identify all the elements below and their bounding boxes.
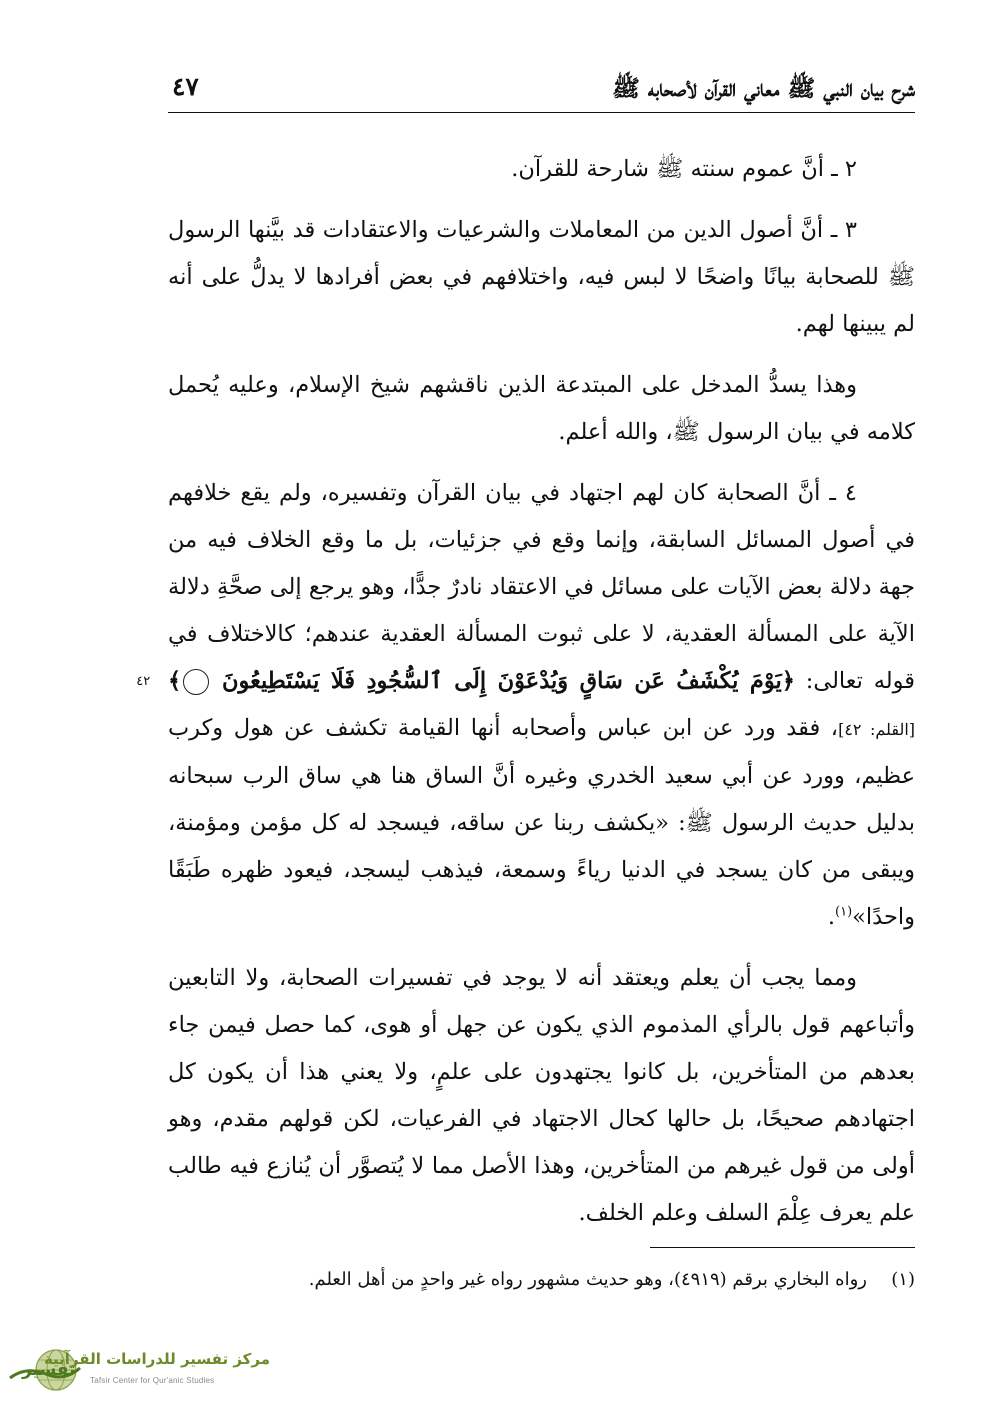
paragraph-innovators-note: وهذا يسدُّ المدخل على المبتدعة الذين ناقشهم شيخ الإسلام، وعليه يُحمل كلامه في بيان الرسول ﷺ، والله أعلم. [168,372,915,445]
logo-mark-text: تفسير [22,1360,76,1380]
quran-reference: [القلم: ٤٢] [838,720,916,739]
header-title: شرح بيان النبي ﷺ معاني القرآن لأصحابه ﷺ [612,75,915,102]
paragraph-point-4-intro: ٤ ـ أنَّ الصحابة كان لهم اجتهاد في بيان القرآن وتفسيره، ولم يقع خلافهم في أصول المسائل السابقة، وإنما وقع في جزئيات، بل ما وقع الخلاف فيه من جهة دلالة بعض الآيات على مسائل في الاعتقاد نادرٌ جدًّا، وهو يرجع إلى صحَّةِ دلالة الآية على المسألة العقدية، لا على ثبوت المسألة العقدية عندهم؛ كالاختلاف في قوله تعالى: [168,480,916,694]
quran-close-bracket: ﴾ [168,668,182,694]
page-number: ٤٧ [172,72,199,101]
footnote-separator [650,1247,915,1248]
footnote [168,1266,915,1294]
quran-verse: ﴿يَوْمَ يُكْشَفُ عَن سَاقٍ وَيُدْعَوْنَ إِلَى ٱلسُّجُودِ فَلَا يَسْتَطِيعُونَ [222,668,795,694]
tafsir-center-logo [6,1346,274,1396]
paragraph-point-4-end: . [827,904,835,930]
footnote-marker: (١) [891,1269,915,1290]
paragraph-point-3: ٣ ـ أنَّ أصول الدين من المعاملات والشرعيات والاعتقادات قد بيَّنها الرسول ﷺ للصحابة بيانًا واضحًا لا لبس فيه، واختلافهم في بعض أفرادها لا يدلُّ على أنه لم يبينها لهم. [168,217,915,337]
logo-arabic-name: مركز تفسير للدراسات القرآنية [43,1350,270,1368]
paragraph-point-2: ٢ ـ أنَّ عموم سنته ﷺ شارحة للقرآن. [511,156,857,182]
paragraph-point-4-continuation: ، فقد ورد عن ابن عباس وأصحابه أنها القيامة تكشف عن هول وكرب عظيم، وورد عن أبي سعيد الخدري وغيره أنَّ الساق هنا هي ساق الرب سبحانه بدليل حديث الرسول ﷺ: «يكشف ربنا عن ساقه، فيسجد له كل مؤمن ومؤمنة، ويبقى من كان يسجد في الدنيا رياءً وسمعة، فيذهب ليسجد، فيعود ظهره طَبَقًا واحدًا» [168,715,915,930]
paragraph-point-4 [136,470,916,941]
logo-english-name: Tafsir Center for Qur'anic Studies [90,1376,215,1385]
footnote-text: رواه البخاري برقم (٤٩١٩)، وهو حديث مشهور رواه غير واحدٍ من أهل العلم. [308,1269,867,1290]
body-text [136,146,916,1251]
paragraph-companions-opinion: ومما يجب أن يعلم ويعتقد أنه لا يوجد في تفسيرات الصحابة، ولا التابعين وأتباعهم قول بالرأي المذموم الذي يكون عن جهل أو هوى، كما حصل فيمن جاء بعدهم من المتأخرين، بل كانوا يجتهدون على علمٍ، ولا يعني هذا أن يكون كل اجتهادهم صحيحًا، بل حالها كحال الاجتهاد في الفرعيات، لكن قولهم مقدم، وهو أولى من قول غيرهم من المتأخرين، وهذا الأصل مما لا يُتصوَّر أن يُنازع فيه طالب علم يعرف عِلْمَ السلف وعلم الخلف. [168,965,915,1226]
ayah-number-mark: ٤٢ [183,669,209,695]
running-header [168,62,915,113]
footnote-reference[interactable]: (١) [835,904,853,920]
